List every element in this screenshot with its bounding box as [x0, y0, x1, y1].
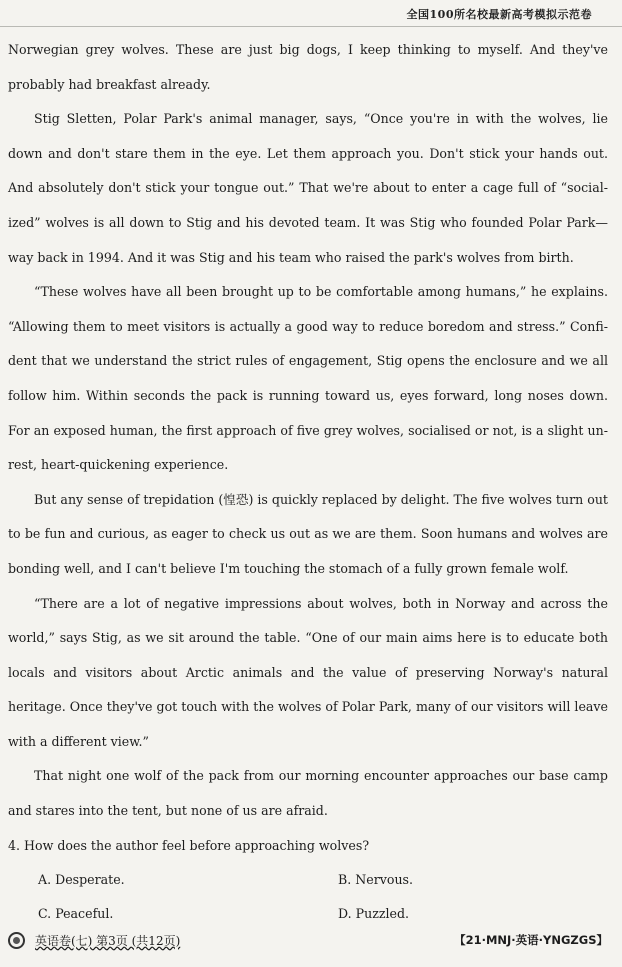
paragraph-4: But any sense of trepidation (惶恐) is quickly replaced by delight. The five wolves turn out to be fun and curious, as eager to check us out as we are them. Soon humans and wolves are bonding well, and I can't believe I'm touching the stomach of a fully grown female wolf.: [8, 491, 608, 576]
header-divider: [0, 26, 622, 27]
option-a[interactable]: A. Desperate.: [38, 872, 125, 888]
header-title: 全国100所名校最新高考模拟示范卷: [406, 8, 592, 21]
footer: [8, 930, 614, 954]
answer-options: [8, 863, 608, 931]
option-d[interactable]: D. Puzzled.: [338, 906, 410, 922]
paragraph-3: “These wolves have all been brought up to be comfortable among humans,” he explains. “Allowing them to meet visitors is actually a good way to reduce boredom and stress.” Confi-dent that we understand the strict rules of engagement, Stig opens the enclosure and we all follow him. Within seconds the pack is running toward us, eyes forward, long noses down. For an exposed human, the first approach of five grey wolves, socialised or not, is a slight un-rest, heart-quickening experience.: [8, 284, 608, 473]
circle-icon: [8, 932, 25, 949]
option-b[interactable]: B. Nervous.: [338, 872, 414, 888]
footer-code: 【21·MNJ·英语·YNGZGS】: [454, 933, 608, 947]
footer-page-info: 英语卷(七) 第3页 (共12页): [35, 934, 181, 948]
paragraph-5: “There are a lot of negative impressions about wolves, both in Norway and across the world,” says Stig, as we sit around the table. “One of our main aims here is to educate both locals and visitors about Arctic animals and the value of preserving Norway's natural heritage. Once they've got touch with the wolves of Polar Park, many of our visitors will leave with a different view.”: [8, 595, 608, 749]
paragraph-1: Norwegian grey wolves. These are just big dogs, I keep thinking to myself. And they've probably had breakfast already.: [8, 42, 608, 92]
option-c[interactable]: C. Peaceful.: [38, 906, 114, 922]
passage: [8, 33, 608, 931]
paragraph-6: That night one wolf of the pack from our morning encounter approaches our base camp and stares into the tent, but none of us are afraid.: [8, 768, 608, 819]
paragraph-2: Stig Sletten, Polar Park's animal manager, says, “Once you're in with the wolves, lie down and don't stare them in the eye. Let them approach you. Don't stick your hands out. And absolutely don't stick your tongue out.” That we're about to enter a cage full of “social-ized” wolves is all down to Stig and his devoted team. It was Stig who founded Polar Park—way back in 1994. And it was Stig and his team who raised the park's wolves from birth.: [8, 111, 608, 265]
question-text: 4. How does the author feel before approaching wolves?: [8, 837, 370, 853]
footer-left: [8, 932, 180, 949]
